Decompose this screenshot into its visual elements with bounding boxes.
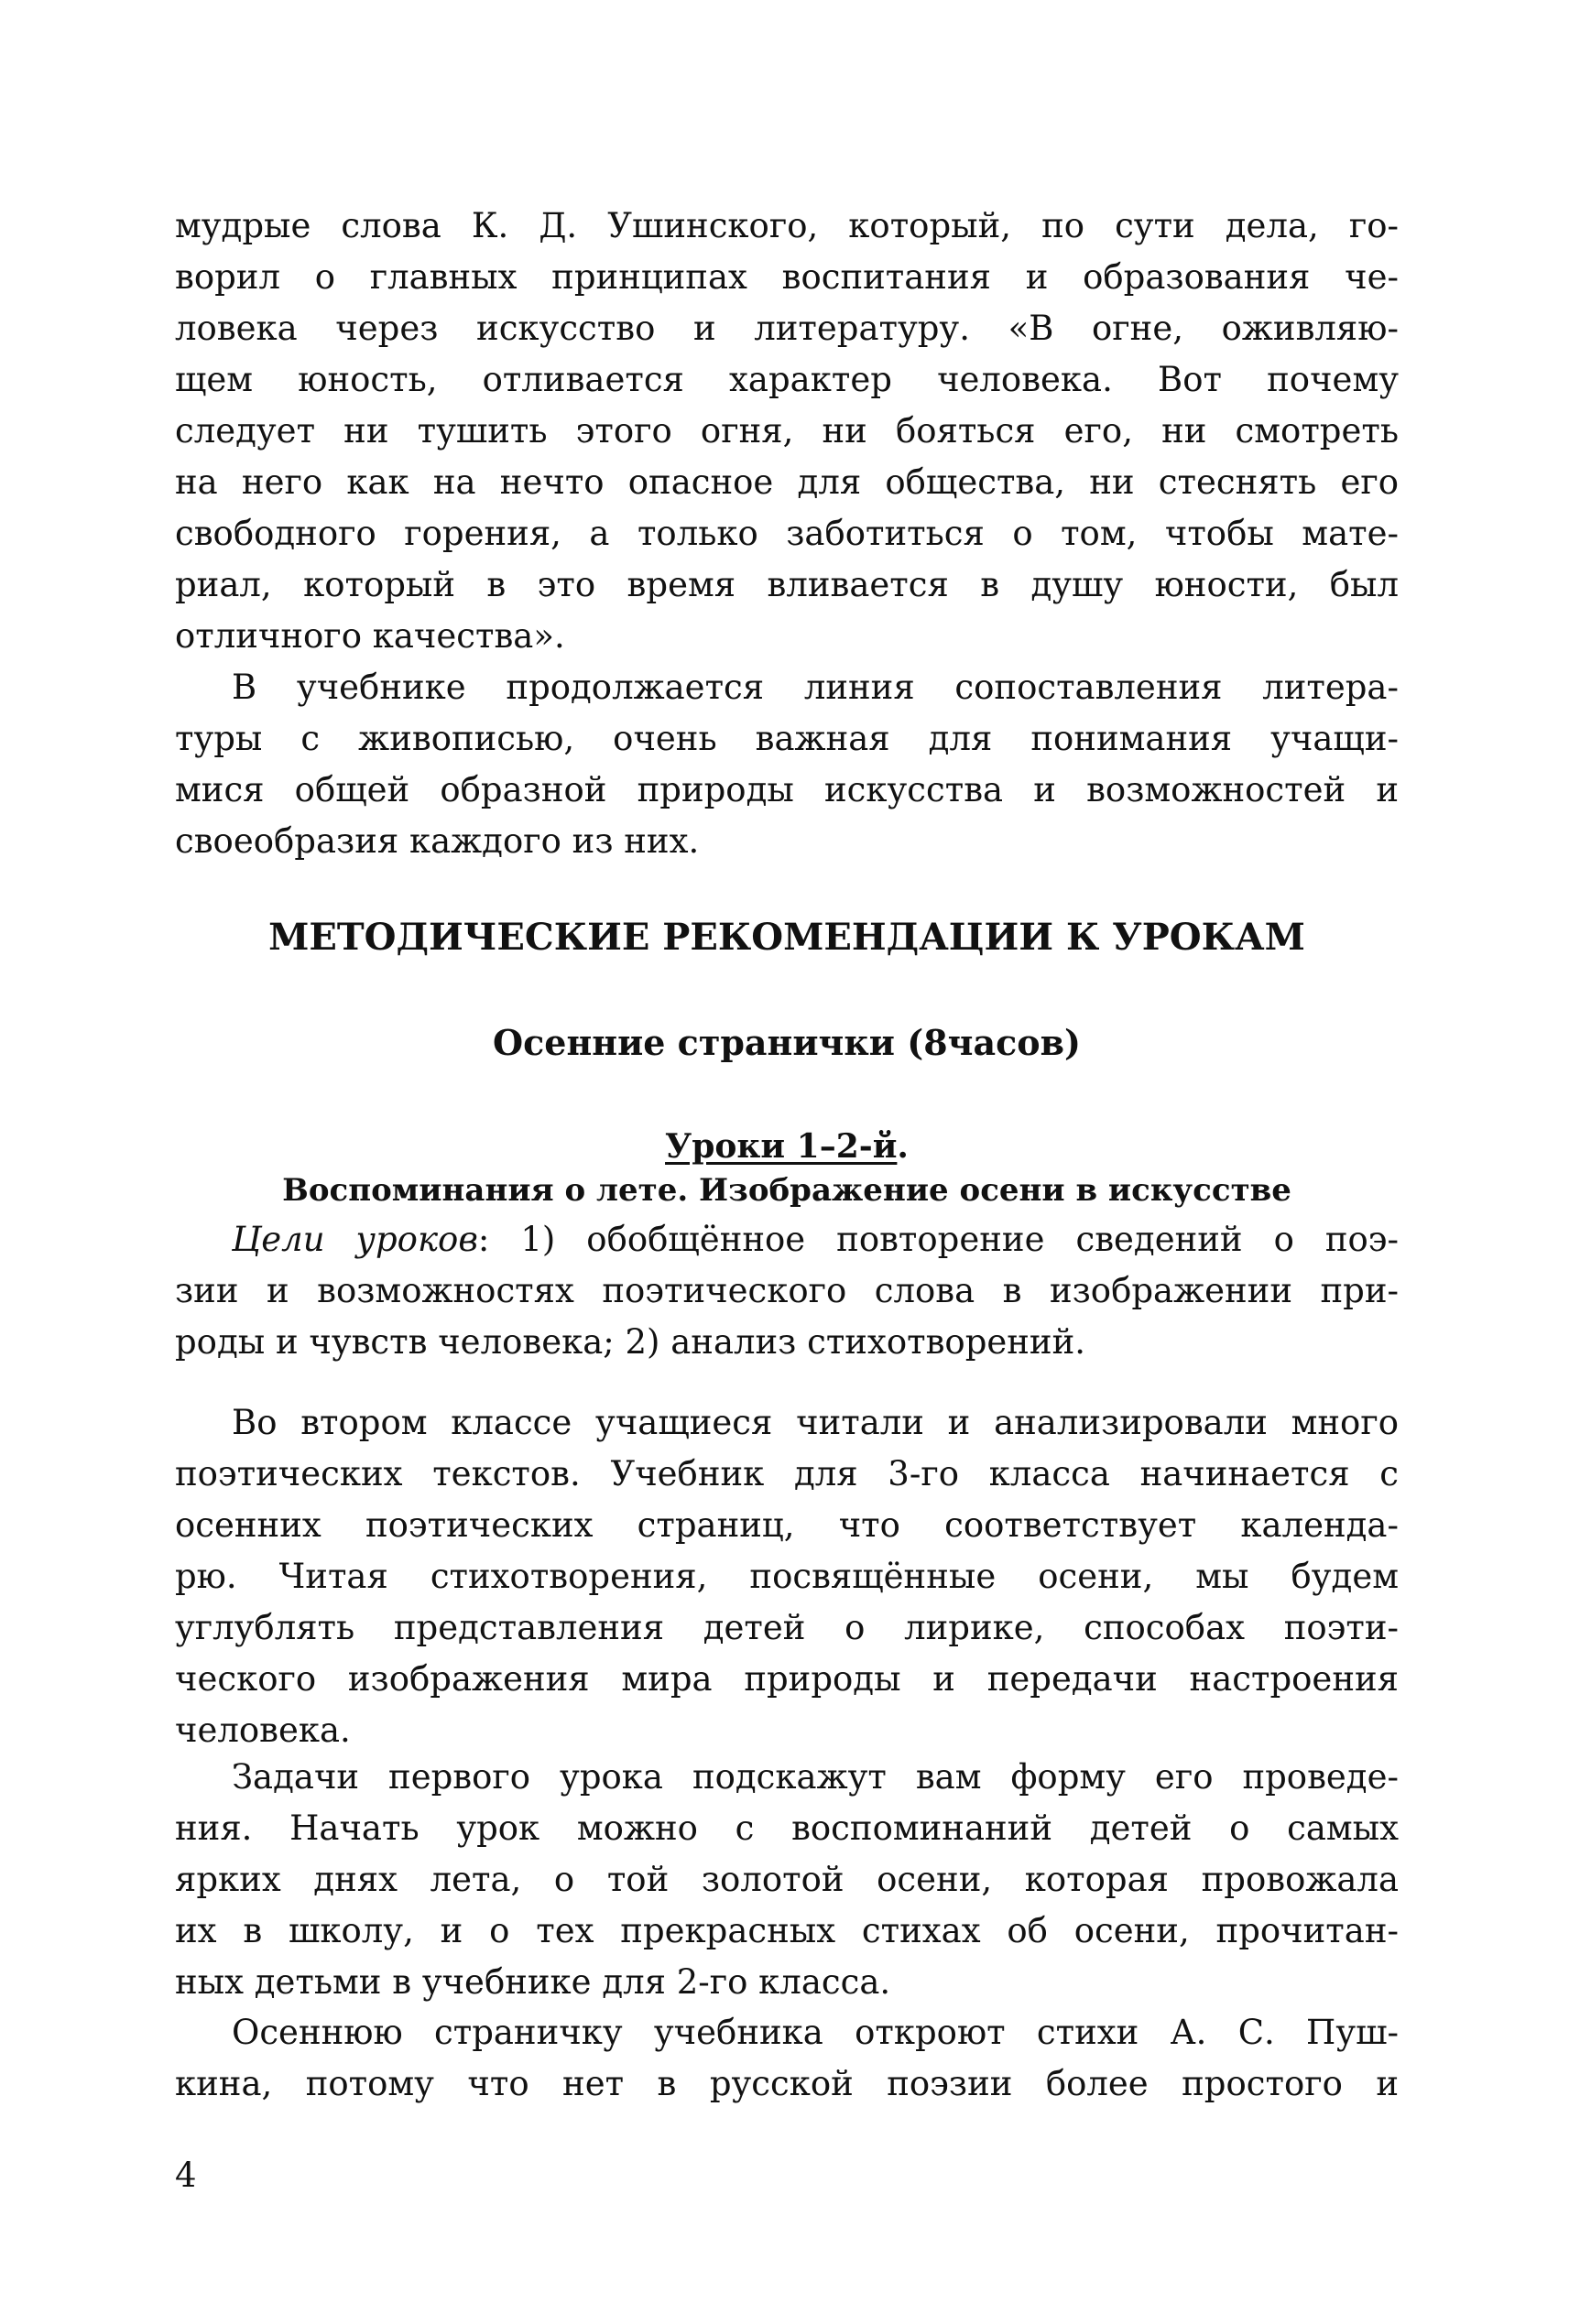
goals-label: Цели уроков [232, 1220, 478, 1259]
text-line: Задачи первого урока подскажут вам форму его проведе- [232, 1757, 1399, 1797]
chapter-title: Осенние странички (8часов) [493, 1022, 1081, 1063]
text-line: ярких днях лета, о той золотой осени, которая провожала [175, 1860, 1399, 1899]
lesson-label-underlined: Уроки 1–2-й [665, 1127, 898, 1166]
text-line: поэтических текстов. Учебник для 3-го класса начинается с [175, 1454, 1399, 1493]
text-line: рю. Читая стихотворения, посвящённые осени, мы будем [175, 1557, 1399, 1596]
text-line: мудрые слова К. Д. Ушинского, который, по сути дела, го- [175, 206, 1399, 245]
paragraph-pushkin [175, 2007, 1399, 2110]
text-line: Осеннюю страничку учебника откроют стихи А. С. Пуш- [232, 2013, 1399, 2052]
text-line: осенних поэтических страниц, что соответствует календа- [175, 1505, 1399, 1545]
text-line: щем юность, отливается характер человека. Вот почему [175, 360, 1399, 399]
text-line: туры с живописью, очень важная для понимания учащи- [175, 719, 1399, 758]
text-line [175, 1214, 1399, 1265]
text-line: зии и возможностях поэтического слова в изображении при- [175, 1271, 1399, 1310]
text-line: В учебнике продолжается линия сопоставления литера- [232, 668, 1399, 707]
section-title: МЕТОДИЧЕСКИЕ РЕКОМЕНДАЦИИ К УРОКАМ [268, 916, 1305, 959]
goals-text: : 1) обобщённое повторение сведений о поэ- [477, 1220, 1399, 1259]
paragraph-second-grade [175, 1397, 1399, 1756]
text-line: их в школу, и о тех прекрасных стихах об осени, прочитан- [175, 1911, 1399, 1950]
paragraph-first-lesson-tasks [175, 1752, 1399, 2008]
paragraph-ushinsky-quote [175, 201, 1399, 662]
text-line: ворил о главных принципах воспитания и образования че- [175, 257, 1399, 297]
text-line: Во втором классе учащиеся читали и анализировали много [232, 1403, 1399, 1442]
text-line: ных детьми в учебнике для 2-го класса. [175, 1962, 891, 2002]
text-line: роды и чувств человека; 2) анализ стихотворений. [175, 1322, 1086, 1362]
text-line: ческого изображения мира природы и передачи настроения [175, 1659, 1399, 1699]
text-line: ловека через искусство и литературу. «В огне, оживляю- [175, 309, 1399, 348]
paragraph-goals [175, 1214, 1399, 1368]
text-line: следует ни тушить этого огня, ни бояться его, ни смотреть [175, 411, 1399, 451]
text-line: своеобразия каждого из них. [175, 821, 700, 861]
text-line: углублять представления детей о лирике, способах поэти- [175, 1608, 1399, 1647]
text-line: отличного качества». [175, 616, 565, 656]
text-line: ния. Начать урок можно с воспоминаний детей о самых [175, 1808, 1399, 1848]
text-line: человека. [175, 1710, 351, 1750]
page-number: 4 [175, 2156, 197, 2195]
text-line: на него как на нечто опасное для общества, ни стеснять его [175, 462, 1399, 502]
lesson-title: Воспоминания о лете. Изображение осени в искусстве [282, 1172, 1291, 1209]
text-line: риал, который в это время вливается в душу юности, был [175, 565, 1399, 604]
text-line: свободного горения, а только заботиться о том, чтобы мате- [175, 514, 1399, 553]
text-line: кина, потому что нет в русской поэзии более простого и [175, 2064, 1399, 2103]
lesson-label-punct: . [897, 1127, 909, 1166]
text-line: мися общей образной природы искусства и возможностей и [175, 770, 1399, 809]
paragraph-literature-painting [175, 662, 1399, 867]
